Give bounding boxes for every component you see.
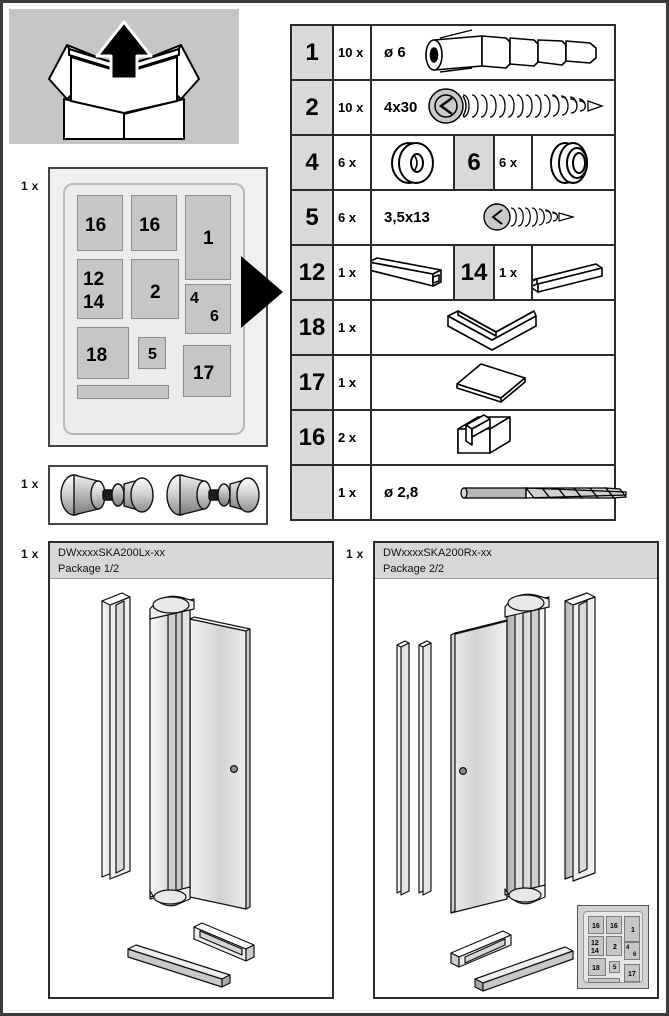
- part-number-cell: 12: [292, 246, 334, 299]
- mini-slot-5: [609, 961, 620, 973]
- mini-slot-12-14: [588, 936, 604, 956]
- tray-quantity-label: 1 x: [21, 179, 39, 193]
- package-quantity-label: 1 x: [346, 547, 364, 561]
- package-code: DWxxxxSKA200Rx-xx: [383, 547, 492, 559]
- package-name: Package 1/2: [58, 562, 120, 575]
- part-qty-cell: 6 x: [495, 136, 533, 189]
- mini-slot-label: 16: [592, 923, 600, 930]
- table-subrow: [453, 246, 614, 299]
- package-box: [373, 541, 659, 999]
- part-qty-cell: 6 x: [334, 191, 372, 244]
- short-screw-icon: [480, 197, 600, 237]
- mini-slot-label: 5: [613, 965, 617, 971]
- part-qty-cell: 1 x: [495, 246, 533, 299]
- part-spec-text: 3,5x13: [384, 209, 430, 226]
- bracket-block-icon: [448, 413, 538, 463]
- part-qty-cell: 2 x: [334, 411, 372, 464]
- mini-slot-label: 14: [591, 948, 599, 955]
- slot-label: 12: [83, 269, 105, 290]
- part-qty-cell: 1 x: [334, 246, 372, 299]
- table-subrow: [453, 136, 614, 189]
- handle-box: [48, 465, 268, 525]
- part-qty-cell: 6 x: [334, 136, 372, 189]
- slot-label: 16: [85, 215, 107, 236]
- part-number-cell: 6: [453, 136, 495, 189]
- mini-slot-1: [624, 916, 640, 942]
- flat-plate-icon: [443, 360, 543, 406]
- package-artwork: [375, 579, 657, 997]
- package-artwork: [50, 579, 332, 997]
- slot-label: 2: [150, 282, 161, 303]
- mini-tray-inner: [583, 911, 643, 983]
- table-subrow: [292, 136, 453, 189]
- part-qty-cell: 1 x: [334, 466, 372, 519]
- slot-label: 16: [139, 215, 161, 236]
- corner-piece-icon: [438, 306, 548, 350]
- part-number-cell: 18: [292, 301, 334, 354]
- slot-label: 14: [83, 292, 105, 313]
- part-qty-cell: 1 x: [334, 356, 372, 409]
- part-art-cell: [533, 136, 614, 189]
- part-qty-cell: 10 x: [334, 26, 372, 79]
- handle-quantity-label: 1 x: [21, 477, 39, 491]
- tray-slot-16-b: [131, 195, 177, 251]
- part-number-cell: 2: [292, 81, 334, 134]
- package-quantity-label: 1 x: [21, 547, 39, 561]
- mini-slot-16-b: [606, 916, 622, 934]
- profile-strip-icon: [533, 250, 614, 296]
- washer-icon: [378, 140, 448, 186]
- drill-bit-icon: [458, 480, 638, 506]
- slot-label: 5: [148, 346, 157, 363]
- part-spec-text: ø 2,8: [384, 484, 419, 501]
- tray-slot-16-a: [77, 195, 123, 251]
- tray-slot-18: [77, 327, 129, 379]
- mini-slot-label: 2: [613, 944, 617, 951]
- mini-slot-4-6: [624, 942, 640, 960]
- slot-label: 17: [193, 363, 215, 384]
- mini-slot-strip: [588, 978, 620, 983]
- mini-slot-2: [606, 936, 622, 956]
- part-art-cell: [372, 246, 453, 299]
- mini-slot-label: 12: [591, 940, 599, 947]
- mini-slot-label: 1: [631, 927, 635, 934]
- parts-list-table: [290, 24, 616, 521]
- table-row: [292, 356, 614, 411]
- mini-slot-label: 18: [592, 965, 600, 972]
- slot-label: 6: [210, 308, 219, 325]
- package-label-header: [50, 543, 332, 579]
- table-row: [292, 301, 614, 356]
- table-row: [292, 411, 614, 466]
- part-number-cell: 14: [453, 246, 495, 299]
- part-number-cell: 17: [292, 356, 334, 409]
- part-spec-cell: [372, 191, 614, 244]
- mini-slot-label: 6: [633, 952, 637, 958]
- unpack-box-panel: [9, 9, 239, 144]
- part-spec-cell: [372, 466, 614, 519]
- part-number-cell: [292, 466, 334, 519]
- part-number-cell: 5: [292, 191, 334, 244]
- part-number-cell: 16: [292, 411, 334, 464]
- table-subrow: [292, 246, 453, 299]
- long-screw-icon: [422, 83, 612, 129]
- part-art-cell: [372, 411, 614, 464]
- cap-washer-icon: [539, 140, 609, 186]
- tray-slot-12-14: [77, 259, 123, 319]
- part-spec-cell: [372, 26, 614, 79]
- shower-door-exploded-left-icon: [50, 579, 332, 995]
- slot-label: 1: [203, 228, 214, 249]
- package-box: [48, 541, 334, 999]
- part-art-cell: [372, 356, 614, 409]
- mini-slot-label: 4: [626, 945, 630, 951]
- open-box-icon: [9, 9, 239, 144]
- table-row: [292, 466, 614, 519]
- flow-arrow-icon: [239, 254, 287, 335]
- part-art-cell: [533, 246, 614, 299]
- part-qty-cell: 1 x: [334, 301, 372, 354]
- tray-inner-frame: [63, 183, 245, 435]
- tray-slot-strip: [77, 385, 169, 399]
- slot-label: 4: [190, 290, 199, 307]
- profile-strip-icon: [372, 250, 453, 296]
- part-art-cell: [372, 136, 453, 189]
- mini-slot-16-a: [588, 916, 604, 934]
- part-number-cell: 4: [292, 136, 334, 189]
- table-row: [292, 81, 614, 136]
- part-number-cell: 1: [292, 26, 334, 79]
- package-label-header: [375, 543, 657, 579]
- mini-tray-legend: [577, 905, 649, 989]
- mini-slot-18: [588, 958, 606, 976]
- table-row: [292, 246, 614, 301]
- mini-slot-17: [624, 964, 640, 982]
- part-spec-text: ø 6: [384, 44, 406, 61]
- mini-slot-label: 16: [610, 923, 618, 930]
- package-name: Package 2/2: [383, 562, 445, 575]
- part-qty-cell: 10 x: [334, 81, 372, 134]
- package-code: DWxxxxSKA200Lx-xx: [58, 547, 165, 559]
- table-row: [292, 136, 614, 191]
- part-spec-cell: [372, 81, 614, 134]
- part-spec-text: 4x30: [384, 99, 418, 116]
- tray-slot-1: [185, 195, 231, 280]
- tray-slot-17: [183, 345, 231, 397]
- wall-plug-icon: [420, 28, 610, 74]
- tray-outer-box: [48, 167, 268, 447]
- table-row: [292, 26, 614, 81]
- part-art-cell: [372, 301, 614, 354]
- table-row: [292, 191, 614, 246]
- tray-slot-2: [131, 259, 179, 319]
- slot-label: 18: [86, 345, 108, 366]
- knob-handle-assemblies-icon: [50, 467, 266, 523]
- tray-slot-5: [138, 337, 166, 369]
- mini-slot-label: 17: [628, 971, 636, 978]
- tray-slot-4-6: [185, 284, 231, 334]
